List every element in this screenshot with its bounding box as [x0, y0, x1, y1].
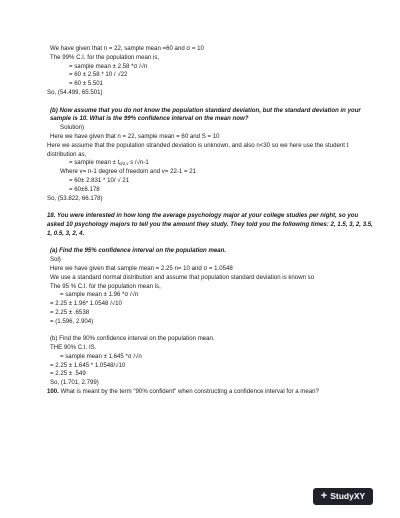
text-line: Here we assume that the population stranded deviation is unknown, and also n<30 so we here use the student t distribution as, — [47, 141, 349, 158]
question-18b: (b) Find the 90% confidence interval on the population mean. — [50, 335, 215, 343]
formula-line: = 60 ± 5.501 — [69, 80, 104, 88]
text-line: Here we have given that n = 22, sample mean = 60 and S = 10 — [50, 132, 220, 140]
text-line: THE 90% C.I. IS. — [50, 344, 97, 352]
question-18: 18. You were interested in how long the average psychology major at your college studies per night, so you asked 10 psychology majors to tell you the amount they study. They told you the following times: 2, 1.5, 3, 2, 3.5, 1, 0.5, 3, 2, 4. — [47, 212, 373, 237]
formula-line: = (1.596, 2.904) — [50, 317, 94, 325]
text-line: Here we have given that sample mean = 2.25 n= 10 and σ = 1.0548 — [50, 264, 233, 272]
text-line: We use a standard normal distribution and assume that population standard deviation is known so — [50, 273, 315, 281]
question-100: 100. What is meant by the term "90% confident" when constructing a confidence interval for a mean? — [47, 388, 319, 396]
text-line: Solution) — [60, 124, 85, 132]
formula-line: = sample mean ± 1.645 *σ /√n — [60, 352, 142, 360]
studyxy-badge[interactable] — [313, 488, 373, 505]
text-line: Where v= n-1 degree of freedom and v= 22-1 = 21 — [60, 168, 197, 176]
formula-line: = sample mean ± 2.58 *σ /√n — [69, 62, 148, 70]
text-line: We have given that n = 22, sample mean =60 and σ = 10 — [50, 45, 204, 52]
text-line: The 99% C.I. for the population mean is, — [50, 53, 160, 61]
formula-line: = 2.25 ± .6538 — [50, 308, 90, 316]
formula-line: = 2.25 ± .549 — [50, 370, 86, 378]
formula-line: = 60± 2.831 * 10/ √ 21 — [69, 176, 130, 184]
plus-icon: + — [320, 490, 328, 502]
formula-line: = 60±6.178 — [69, 185, 100, 193]
result-line: So, (54.499, 65.501) — [47, 88, 103, 96]
formula-line: = sample mean ± 1.96 *σ /√n — [60, 291, 139, 299]
formula-line: = sample mean ± $t_{\alpha/2,v}$ s /√n-1 — [69, 159, 149, 167]
result-line: So, (53.822, 66.178) — [47, 194, 103, 202]
document-page — [47, 45, 377, 397]
text-line: Sol) — [50, 256, 61, 264]
brand-name: StudyXY — [330, 491, 366, 501]
formula-line: = 2.25 ± 1.645 * 1.0548/√10 — [50, 361, 126, 369]
result-line: So, (1.701, 2.799) — [50, 379, 99, 387]
question-b: (b) Now assume that you do not know the population standard deviation, but the standard deviation in your sample is 10. What is the 99% confidence interval on the mean now? — [50, 106, 361, 123]
formula-line: = 2.25 ± 1.96* 1.0548 /√10 — [50, 300, 122, 308]
text-line: The 95 % C.I. for the population mean is, — [50, 282, 161, 290]
question-18a: (a) Find the 95% confidence interval on the population mean. — [50, 247, 227, 255]
formula-line: = 60 ± 2.58 * 10 / √22 — [69, 71, 128, 79]
